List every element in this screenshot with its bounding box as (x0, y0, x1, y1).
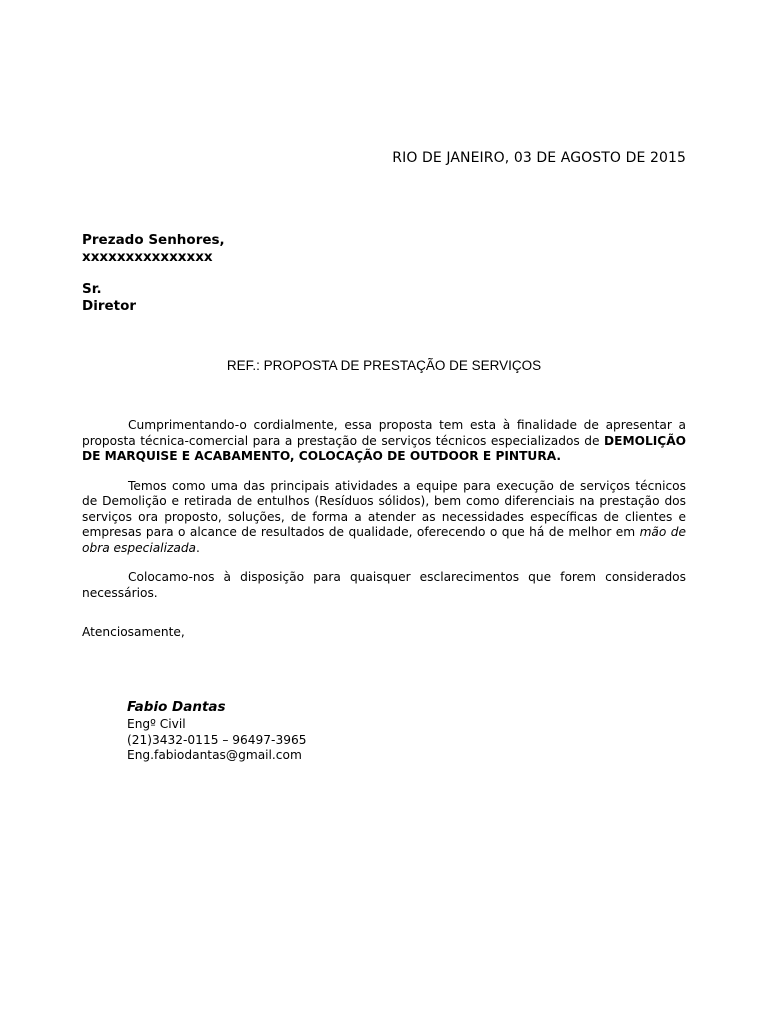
paragraph-disposal (82, 570, 686, 601)
letter-date: RIO DE JANEIRO, 03 DE AGOSTO DE 2015 (392, 150, 686, 166)
recipient-role: Diretor (82, 298, 137, 314)
paragraph-activities (82, 479, 686, 557)
paragraph-intro-text: Cumprimentando-o cordialmente, essa proposta tem esta à finalidade de apresentar a proposta técnica-comercial para a prestação de serviços técnicos especializados de (82, 418, 686, 448)
salutation: Prezado Senhores, (82, 232, 225, 248)
paragraph-activities-italic: mão de obra especializada (82, 525, 687, 555)
signature-name: Fabio Dantas (127, 699, 226, 715)
recipient-name: xxxxxxxxxxxxxxx (82, 249, 213, 265)
closing-line: Atenciosamente, (82, 625, 185, 639)
recipient-title: Sr. (82, 281, 102, 297)
signature-phone: (21)3432-0115 – 96497-3965 (127, 732, 307, 747)
paragraph-activities-end: . (196, 540, 200, 555)
signature-email: Eng.fabiodantas@gmail.com (127, 748, 302, 762)
paragraph-disposal-text: Colocamo-nos à disposição para quaisquer esclarecimentos que forem considerados necessários. (82, 570, 686, 600)
paragraph-intro (82, 418, 686, 465)
recipient-gap (82, 266, 225, 281)
signature-title: Engº Civil (127, 717, 186, 731)
reference-line: REF.: PROPOSTA DE PRESTAÇÃO DE SERVIÇOS (226, 358, 542, 373)
paragraph-activities-text: Temos como uma das principais atividades a equipe para execução de serviços técnicos de Demolição e retirada de entulhos (Resíduos sólidos), bem como diferenciais na prestação dos serviços ora proposto, soluções, de forma a atender as necessidades específicas de clientes e empresas para o alcance de resultados de qualidade, oferecendo o que há de melhor em (82, 478, 686, 539)
signature-block (127, 698, 306, 764)
recipient-block (82, 232, 225, 315)
paragraph-intro-bold: DEMOLIÇÃO DE MARQUISE E ACABAMENTO, COLOCAÇÃO DE OUTDOOR E PINTURA. (82, 433, 686, 463)
letter-body (82, 418, 686, 615)
